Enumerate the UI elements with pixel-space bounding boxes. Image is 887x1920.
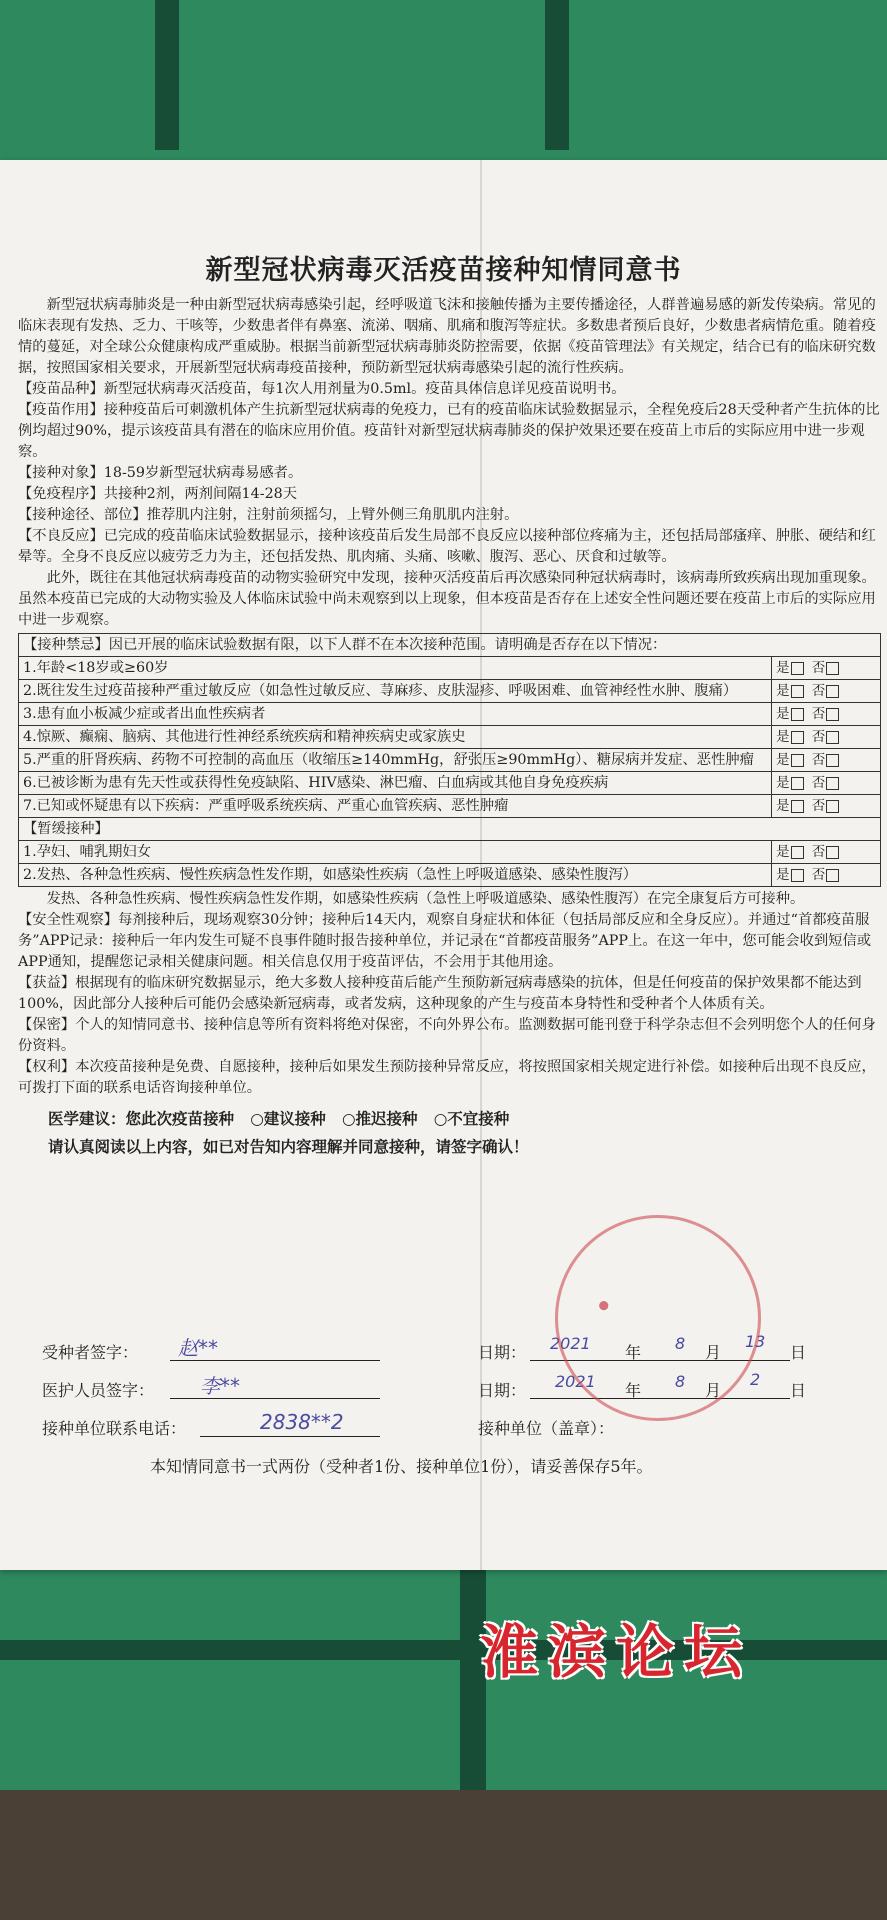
yes-no-options: 是 否 — [772, 726, 881, 749]
staff-signature: 李** — [200, 1374, 240, 1398]
document-title: 新型冠状病毒灭活疫苗接种知情同意书 — [205, 255, 682, 286]
forum-watermark: 淮滨论坛 — [480, 1618, 753, 1686]
section-text: 推荐肌内注射，注射前须摇匀，上臂外侧三角肌肌内注射。 — [146, 507, 519, 523]
official-seal — [555, 1215, 761, 1421]
section-tag: 【免疫程序】 — [18, 486, 104, 502]
table-row — [19, 703, 881, 726]
section-text: 接种疫苗后可刺激机体产生抗新型冠状病毒的免疫力，已有的疫苗临床试验数据显示，全程免疫后28天受种者产生抗体的比例均超过90%，提示该疫苗具有潜在的临床应用价值。疫苗针对新型冠状病毒肺炎的保护效果还要在疫苗上市后的实际应用中进一步观察。 — [18, 402, 880, 460]
checkbox-yes[interactable] — [791, 754, 804, 767]
note-paragraph: 此外，既往在其他冠状病毒疫苗的动物实验研究中发现，接种灭活疫苗后再次感染同种冠状病毒时，该病毒所致疾病出现加重现象。虽然本疫苗已完成的大动物实验及人体临床试验中尚未观察到以上现象，但本疫苗是否存在上述安全性问题还要在疫苗上市后的实际应用中进一步观察。 — [18, 570, 876, 628]
date2-year: 2021 — [555, 1372, 596, 1391]
item-text: 3.患有血小板减少症或者出血性疾病者 — [19, 703, 772, 726]
ground — [0, 1790, 887, 1920]
section-tag: 【安全性观察】 — [18, 912, 119, 928]
section-tag: 【不良反应】 — [18, 528, 104, 544]
date-label-1: 日期： — [478, 1343, 527, 1362]
table-row — [19, 726, 881, 749]
crate-slot — [545, 0, 569, 150]
defer-header: 【暂缓接种】 — [19, 818, 881, 841]
checkbox-yes[interactable] — [791, 685, 804, 698]
section-text: 18-59岁新型冠状病毒易感者。 — [103, 465, 303, 481]
month-label: 月 — [705, 1381, 722, 1400]
section-target — [18, 463, 881, 484]
consent-form — [0, 160, 887, 1570]
date2-month: 8 — [675, 1372, 686, 1391]
date2-day: 2 — [750, 1370, 761, 1389]
checkbox-yes[interactable] — [791, 869, 804, 882]
month-label: 月 — [705, 1343, 722, 1362]
year-label: 年 — [625, 1343, 642, 1362]
recipient-signature: 赵** — [178, 1336, 218, 1360]
table-row — [19, 841, 881, 864]
yes-no-options: 是 否 — [772, 864, 881, 887]
section-text: 本次疫苗接种是免费、自愿接种，接种后如果发生预防接种异常反应，将按照国家相关规定进行补偿。如接种后出现不良反应，可拨打下面的联系电话咨询接种单位。 — [18, 1059, 876, 1096]
section-tag: 【疫苗作用】 — [18, 402, 104, 418]
item-text: 7.已知或怀疑患有以下疾病：严重呼吸系统疾病、严重心血管疾病、恶性肿瘤 — [19, 795, 772, 818]
advice-label: 医学建议：您此次疫苗接种 — [48, 1110, 235, 1128]
checkbox-no[interactable] — [826, 754, 839, 767]
staff-signature-label: 医护人员签字： — [42, 1381, 155, 1400]
phone-field[interactable] — [200, 1436, 380, 1437]
advice-option-postpone[interactable]: ○推迟接种 — [341, 1110, 418, 1128]
item-text: 5.严重的肝肾疾病、药物不可控制的高血压（收缩压≥140mmHg，舒张压≥90mmHg）、糖尿病并发症、恶性肿瘤 — [19, 749, 772, 772]
yes-no-options: 是 否 — [772, 841, 881, 864]
checkbox-yes[interactable] — [791, 731, 804, 744]
section-text: 新型冠状病毒灭活疫苗，每1次人用剂量为0.5ml。疫苗具体信息详见疫苗说明书。 — [103, 381, 626, 397]
section-adverse — [18, 526, 881, 568]
checkbox-yes[interactable] — [791, 846, 804, 859]
date1-month: 8 — [675, 1334, 686, 1353]
checkbox-no[interactable] — [826, 800, 839, 813]
checkbox-no[interactable] — [826, 731, 839, 744]
yes-no-options: 是 否 — [772, 657, 881, 680]
section-safety — [18, 910, 881, 973]
checkbox-yes[interactable] — [791, 708, 804, 721]
day-label: 日 — [790, 1343, 807, 1362]
item-text: 1.孕妇、哺乳期妇女 — [19, 841, 772, 864]
section-rights — [18, 1057, 881, 1099]
year-label: 年 — [625, 1381, 642, 1400]
crate-slot — [155, 0, 179, 150]
section-text: 共接种2剂，两剂间隔14-28天 — [103, 486, 298, 502]
section-tag: 【接种对象】 — [18, 465, 104, 481]
section-tag: 【保密】 — [18, 1017, 76, 1033]
yes-no-options: 是 否 — [772, 680, 881, 703]
checkbox-no[interactable] — [826, 869, 839, 882]
yes-no-options: 是 否 — [772, 749, 881, 772]
section-tag: 【获益】 — [18, 975, 76, 991]
section-text: 已完成的疫苗临床试验数据显示，接种该疫苗后发生局部不良反应以接种部位疼痛为主，还包括局部瘙痒、肿胀、硬结和红晕等。全身不良反应以疲劳乏力为主，还包括发热、肌肉痛、头痛、咳嗽、腹泻、恶心、厌食和过敏等。 — [18, 528, 876, 565]
advice-option-recommend[interactable]: ○建议接种 — [250, 1110, 326, 1128]
table-row — [19, 657, 881, 680]
table-row — [19, 680, 881, 703]
checkbox-no[interactable] — [826, 708, 839, 721]
checkbox-no[interactable] — [826, 662, 839, 675]
section-schedule — [18, 484, 881, 505]
section-text: 根据现有的临床研究数据显示，绝大多数人接种疫苗后能产生预防新冠病毒感染的抗体，但是任何疫苗的保护效果都不能达到100%，因此部分人接种后可能仍会感染新冠病毒，或者发病，这种现象的产生与疫苗本身特性和受种者个人体质有关。 — [18, 975, 862, 1012]
defer-note: 发热、各种急性疾病、慢性疾病急性发作期，如感染性疾病（急性上呼吸道感染、感染性腹泻）在完全康复后方可接种。 — [46, 891, 805, 907]
checkbox-yes[interactable] — [791, 777, 804, 790]
phone-value: 2838**2 — [260, 1410, 344, 1434]
medical-advice — [18, 1105, 881, 1133]
intro-paragraph: 新型冠状病毒肺炎是一种由新型冠状病毒感染引起，经呼吸道飞沫和接触传播为主要传播途径，人群普遍易感的新发传染病。常见的临床表现有发热、乏力、干咳等，少数患者伴有鼻塞、流涕、咽痛、肌痛和腹泻等症状。多数患者预后良好，少数患者病情危重。随着疫情的蔓延，对全球公众健康构成严重威胁。根据当前新型冠状病毒肺炎防控需要，依据《疫苗管理法》有关规定，结合已有的临床研究数据，按照国家相关要求，开展新型冠状病毒疫苗接种，预防新型冠状病毒感染引起的流行性疾病。 — [18, 297, 876, 376]
section-privacy — [18, 1015, 881, 1057]
section-text: 个人的知情同意书、接种信息等所有资料将绝对保密，不向外界公布。监测数据可能刊登于科学杂志但不会列明您个人的任何身份资料。 — [18, 1017, 876, 1054]
table-row — [19, 749, 881, 772]
crate-background — [0, 0, 887, 160]
date1-year: 2021 — [550, 1334, 591, 1353]
seal-icon: ● — [594, 1296, 612, 1314]
day-label: 日 — [790, 1381, 807, 1400]
section-tag: 【权利】 — [18, 1059, 76, 1075]
item-text: 2.发热、各种急性疾病、慢性疾病急性发作期，如感染性疾病（急性上呼吸道感染、感染性腹泻） — [19, 864, 772, 887]
section-vaccine-type — [18, 379, 881, 400]
section-benefit — [18, 973, 881, 1015]
table-row — [19, 795, 881, 818]
item-text: 6.已被诊断为患有先天性或获得性免疫缺陷、HIV感染、淋巴瘤、白血病或其他自身免疫疾病 — [19, 772, 772, 795]
confirm-text: 请认真阅读以上内容，如已对告知内容理解并同意接种，请签字确认！ — [48, 1138, 529, 1156]
item-text: 1.年龄<18岁或≥60岁 — [19, 657, 772, 680]
yes-no-options: 是 否 — [772, 772, 881, 795]
document-body — [18, 295, 881, 1161]
section-tag: 【接种途径、部位】 — [18, 507, 147, 523]
recipient-signature-label: 受种者签字： — [42, 1343, 139, 1362]
footer-note: 本知情同意书一式两份（受种者1份、接种单位1份），请妥善保存5年。 — [150, 1457, 653, 1476]
table-row — [19, 864, 881, 887]
unit-stamp-label: 接种单位（盖章）： — [478, 1419, 615, 1438]
section-text: 每剂接种后，现场观察30分钟；接种后14天内，观察自身症状和体征（包括局部反应和全身反应）。并通过“首都疫苗服务”APP记录：接种后一年内发生可疑不良事件随时报告接种单位，并记录在“首都疫苗服务”APP上。在这一年中，您可能会收到短信或APP通知，提醒您记录相关健康问题。相关信息仅用于疫苗评估，不会用于其他用途。 — [18, 912, 872, 970]
item-text: 4.惊厥、癫痫、脑病、其他进行性神经系统疾病和精神疾病史或家族史 — [19, 726, 772, 749]
checkbox-yes[interactable] — [791, 662, 804, 675]
table-row — [19, 772, 881, 795]
checkbox-no[interactable] — [826, 777, 839, 790]
section-vaccine-effect — [18, 400, 881, 463]
checkbox-no[interactable] — [826, 846, 839, 859]
crate-background — [0, 1570, 887, 1800]
date-label-2: 日期： — [478, 1381, 527, 1400]
section-route — [18, 505, 881, 526]
checkbox-yes[interactable] — [791, 800, 804, 813]
date1-day: 13 — [745, 1332, 766, 1351]
yes-no-options: 是 否 — [772, 703, 881, 726]
item-text: 2.既往发生过疫苗接种严重过敏反应（如急性过敏反应、荨麻疹、皮肤湿疹、呼吸困难、血管神经性水肿、腹痛） — [19, 680, 772, 703]
phone-label: 接种单位联系电话： — [42, 1419, 187, 1438]
checkbox-no[interactable] — [826, 685, 839, 698]
crate-slot — [0, 1640, 887, 1660]
contraindication-header: 【接种禁忌】因已开展的临床试验数据有限，以下人群不在本次接种范围。请明确是否存在以下情况： — [19, 634, 881, 657]
contraindication-table — [18, 633, 881, 887]
advice-option-not-suitable[interactable]: ○不宜接种 — [433, 1110, 510, 1128]
yes-no-options: 是 否 — [772, 795, 881, 818]
section-tag: 【疫苗品种】 — [18, 381, 104, 397]
